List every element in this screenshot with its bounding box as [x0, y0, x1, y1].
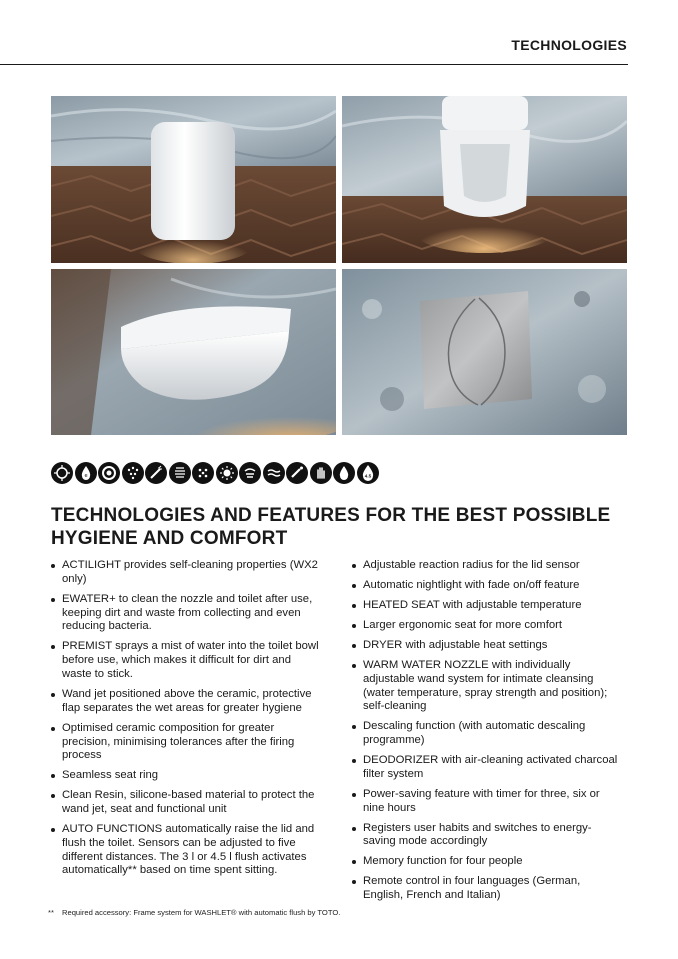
footnote-text: Required accessory: Frame system for WASHLET® with automatic flush by TOTO. — [62, 908, 341, 917]
svg-text:e: e — [83, 473, 88, 479]
list-item: Adjustable reaction radius for the lid sensor — [352, 559, 622, 573]
list-item: Registers user habits and switches to energy-saving mode accordingly — [352, 822, 622, 850]
actilight-icon — [51, 462, 73, 484]
cleaning-ring-icon — [98, 462, 120, 484]
list-item: Descaling function (with automatic descaling programme) — [352, 720, 622, 748]
wall-toilet-front-photo — [51, 96, 336, 263]
warm-water-icon — [239, 462, 261, 484]
list-item: WARM WATER NOZZLE with individually adjustable wand system for intimate cleansing (water temperature, spray strength and position); self-cleaning — [352, 659, 622, 714]
list-item: Clean Resin, silicone-based material to protect the wand jet, seat and functional unit — [51, 789, 321, 817]
toilet-seat-open-photo — [342, 96, 627, 263]
flush-volume-badge: 4.5 — [364, 473, 371, 479]
list-item: Automatic nightlight with fade on/off feature — [352, 579, 622, 593]
section-title: TECHNOLOGIES AND FEATURES FOR THE BEST POSSIBLE HYGIENE AND COMFORT — [51, 505, 611, 549]
list-item: DRYER with adjustable heat settings — [352, 639, 622, 653]
footnote — [48, 908, 341, 918]
heated-seat-icon — [216, 462, 238, 484]
page-header-title: TECHNOLOGIES — [511, 37, 627, 53]
list-item: EWATER+ to clean the nozzle and toilet after use, keeping dirt and waste from collecting and even reducing bacteria. — [51, 593, 321, 634]
feature-icon-row — [51, 462, 379, 486]
list-item: Wand jet positioned above the ceramic, protective flap separates the wet areas for greater hygiene — [51, 688, 321, 716]
list-item: AUTO FUNCTIONS automatically raise the lid and flush the toilet. Sensors can be adjusted to five different distances. The 3 l or 4.5 l flush activates automatically** based on time spent sitting. — [51, 823, 321, 878]
list-item: Memory function for four people — [352, 855, 622, 869]
list-item: DEODORIZER with air-cleaning activated charcoal filter system — [352, 754, 622, 782]
premist-icon — [122, 462, 144, 484]
ewater-icon — [75, 462, 97, 484]
deodorizer-icon — [286, 462, 308, 484]
features-list-left — [51, 559, 321, 884]
header-divider — [0, 64, 628, 65]
list-item: Power-saving feature with timer for three, six or nine hours — [352, 788, 622, 816]
flush-volume-icon — [357, 462, 379, 484]
list-item: Larger ergonomic seat for more comfort — [352, 619, 622, 633]
dryer-icon — [263, 462, 285, 484]
flush-plate-photo — [342, 269, 627, 435]
hand-icon — [310, 462, 332, 484]
list-item: Remote control in four languages (German, English, French and Italian) — [352, 875, 622, 903]
wand-icon — [145, 462, 167, 484]
features-list-right — [352, 559, 622, 909]
wall-toilet-side-photo — [51, 269, 336, 435]
list-item: ACTILIGHT provides self-cleaning properties (WX2 only) — [51, 559, 321, 587]
resin-icon — [192, 462, 214, 484]
list-item: HEATED SEAT with adjustable temperature — [352, 599, 622, 613]
footnote-mark: ** — [48, 908, 54, 917]
ceramic-icon — [169, 462, 191, 484]
list-item: PREMIST sprays a mist of water into the toilet bowl before use, which makes it difficult for dirt and waste to stick. — [51, 640, 321, 681]
list-item: Seamless seat ring — [51, 769, 321, 783]
water-drop-icon — [333, 462, 355, 484]
list-item: Optimised ceramic composition for greater precision, minimising tolerances after the firing process — [51, 722, 321, 763]
